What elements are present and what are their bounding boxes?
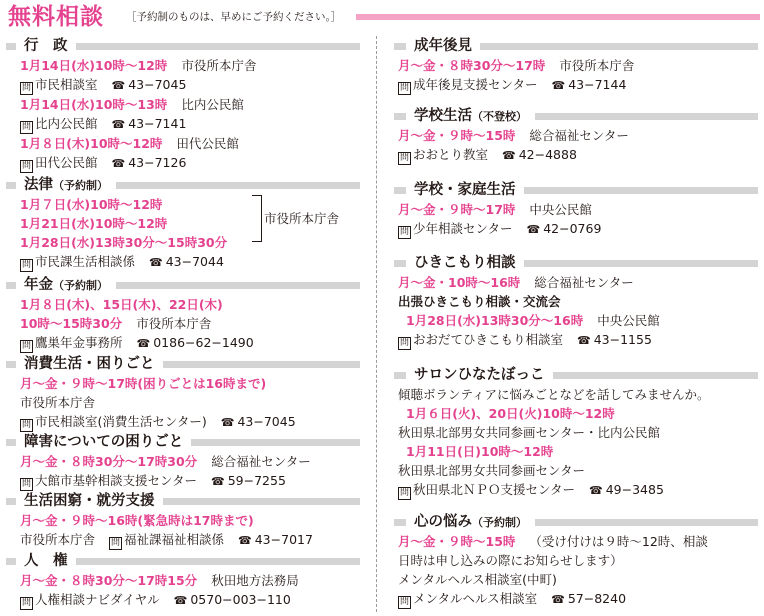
venue: 田代公民館	[176, 136, 239, 151]
phone-number: 0186−62−1490	[153, 335, 254, 350]
schedule-date: 1月８日(木)、15日(木)、22日(木)	[20, 297, 223, 312]
phone-number: 43−7141	[128, 116, 187, 131]
contact-name: 大館市基幹相談支援センター	[35, 473, 198, 488]
contact-name: 少年相談センター	[413, 221, 513, 236]
section-heading: 行 政	[6, 36, 360, 56]
venue: 比内公民館	[181, 97, 244, 112]
phone-number: 59−7255	[227, 473, 286, 488]
contact-name: 田代公民館	[35, 155, 98, 170]
venue: 総合福祉センター	[529, 128, 629, 143]
section-heading: 法律（予約制）	[6, 175, 360, 195]
venue: 市役所本庁舎	[264, 211, 340, 226]
column-divider	[376, 36, 377, 612]
section-shogai	[6, 432, 360, 491]
contact-icon: 問	[21, 161, 31, 171]
contact-name: おおとり教室	[413, 147, 489, 162]
schedule-date: 1月14日(水)10時〜13時	[20, 97, 168, 112]
phone-icon: ☎	[111, 118, 126, 131]
venue: 秋田地方法務局	[211, 573, 299, 588]
section-heading: 成年後見	[394, 36, 758, 56]
contact-icon: 問	[21, 122, 31, 132]
section-nenkin	[6, 275, 360, 353]
contact-name: 市民相談室	[35, 77, 98, 92]
venue: 秋田県北部男女共同参画センター	[398, 463, 586, 478]
section-kokoro-no-nayami	[394, 512, 758, 609]
contact-icon: 問	[21, 83, 31, 93]
contact-name: 福祉課福祉相談係	[124, 532, 225, 547]
schedule-date: 1月21日(水)10時〜12時	[20, 216, 168, 231]
schedule-date: 1月14日(水)10時〜12時	[20, 58, 168, 73]
phone-icon: ☎	[589, 484, 603, 497]
phone-number: 57−8240	[567, 591, 627, 606]
contact-icon: 問	[399, 153, 409, 163]
contact-name: 市民相談室(消費生活センター)	[35, 414, 207, 429]
schedule-date: 1月28日(水)13時30分〜16時	[406, 313, 584, 328]
phone-icon: ☎	[149, 256, 163, 269]
venue: 市役所本庁舎	[559, 58, 635, 73]
contact-icon: 問	[21, 479, 31, 489]
phone-icon: ☎	[211, 475, 225, 488]
section-shohi	[6, 354, 360, 432]
schedule-date: 1月11日(日)10時〜12時	[406, 444, 554, 459]
phone-icon: ☎	[551, 593, 565, 606]
section-heading: 障害についての困りごと	[6, 432, 360, 452]
venue: 中央公民館	[597, 313, 660, 328]
venue: 市役所本庁舎	[20, 395, 96, 410]
schedule-time: 月〜金・９時〜17時(困りごとは16時まで)	[20, 376, 267, 391]
section-seikatsu	[6, 491, 360, 550]
contact-name: おおだてひきこもり相談室	[413, 332, 564, 347]
section-gakko-seikatsu	[394, 106, 758, 165]
section-horitsu	[6, 175, 360, 272]
section-hikikomori	[394, 253, 758, 350]
contact-icon: 問	[111, 538, 121, 548]
venue: 秋田県北部男女共同参画センター・比内公民館	[398, 425, 661, 440]
phone-icon: ☎	[526, 223, 541, 236]
schedule-time: 月〜金・８時30分〜17時15分	[20, 573, 198, 588]
salon-intro: 傾聴ボランティアに悩みごとなどを話してみませんか。	[398, 387, 710, 402]
schedule-time: 月〜金・８時30分〜17時	[398, 58, 546, 73]
section-salon-hinatabokko	[394, 365, 758, 500]
venue: 市役所本庁舎	[20, 532, 96, 547]
contact-name: 人権相談ナビダイヤル	[35, 592, 160, 607]
section-heading: 生活困窮・就労支援	[6, 491, 360, 511]
contact-name: メンタルヘルス相談室	[413, 591, 538, 606]
phone-icon: ☎	[502, 149, 516, 162]
phone-number: 43−7044	[165, 254, 224, 269]
schedule-time: 月〜金・９時〜15時	[398, 534, 516, 549]
schedule-time: 10時〜15時30分	[20, 316, 123, 331]
contact-icon: 問	[399, 338, 409, 348]
schedule-date: 1月８日(木)10時〜12時	[20, 136, 163, 151]
section-katei-seikatsu	[394, 180, 758, 239]
contact-icon: 問	[399, 83, 409, 93]
venue: 総合福祉センター	[211, 454, 311, 469]
contact-name: 成年後見支援センター	[413, 77, 538, 92]
schedule-time: 月〜金・８時30分〜17時30分	[20, 454, 198, 469]
phone-icon: ☎	[136, 337, 151, 350]
phone-number: 42−4888	[518, 147, 577, 162]
schedule-time: 月〜金・10時〜16時	[398, 275, 521, 290]
page-header	[4, 2, 760, 32]
contact-name: 鷹巣年金事務所	[35, 335, 123, 350]
venue: 総合福祉センター	[534, 275, 634, 290]
contact-name: 市民課生活相談係	[35, 254, 136, 269]
phone-icon: ☎	[551, 79, 566, 92]
schedule-date: 1月６日(火)、20日(火)10時〜12時	[406, 406, 615, 421]
title-decoration-bar	[356, 14, 760, 20]
phone-icon: ☎	[173, 594, 188, 607]
section-seinen-kouken	[394, 36, 758, 95]
section-heading: 年金（予約制）	[6, 275, 360, 295]
schedule-date: 1月７日(水)10時〜12時	[20, 197, 163, 212]
schedule-time: 月〜金・９時〜17時	[398, 202, 516, 217]
reception-note: （受け付けは９時〜12時、相談	[529, 534, 708, 549]
contact-icon: 問	[399, 488, 409, 498]
phone-number: 43−7045	[237, 414, 296, 429]
contact-icon: 問	[21, 420, 31, 430]
section-heading: ひきこもり相談	[394, 253, 758, 273]
contact-icon: 問	[21, 598, 31, 608]
section-heading: サロンひなたぼっこ	[394, 365, 758, 385]
phone-icon: ☎	[111, 79, 126, 92]
schedule-time: 月〜金・９時〜15時	[398, 128, 516, 143]
outreach-event-title: 出張ひきこもり相談・交流会	[398, 294, 561, 309]
venue: 市役所本庁舎	[136, 316, 212, 331]
phone-icon: ☎	[238, 534, 252, 547]
schedule-date: 1月28日(水)13時30分〜15時30分	[20, 235, 228, 250]
phone-number: 43−1155	[593, 332, 652, 347]
section-gyosei	[6, 36, 360, 173]
phone-number: 43−7144	[568, 77, 627, 92]
venue: 市役所本庁舎	[181, 58, 257, 73]
page-title: 無料相談	[8, 4, 104, 30]
date-group-bracket	[252, 195, 262, 242]
contact-icon: 問	[21, 260, 31, 270]
phone-number: 42−0769	[543, 221, 602, 236]
phone-icon: ☎	[220, 416, 235, 429]
section-heading: 消費生活・困りごと	[6, 354, 360, 374]
venue: 中央公民館	[529, 202, 592, 217]
contact-name: 秋田県北ＮＰＯ支援センター	[413, 482, 576, 497]
phone-number: 0570−003−110	[190, 592, 291, 607]
phone-number: 43−7045	[128, 77, 187, 92]
contact-icon: 問	[21, 341, 31, 351]
phone-icon: ☎	[577, 334, 591, 347]
reservation-note: ［予約制のものは、早めにご予約ください。］	[126, 11, 342, 23]
section-heading: 心の悩み（予約制）	[394, 512, 758, 532]
phone-number: 49−3485	[605, 482, 664, 497]
contact-icon: 問	[399, 597, 409, 607]
contact-icon: 問	[399, 227, 409, 237]
phone-icon: ☎	[111, 157, 126, 170]
contact-name: 比内公民館	[35, 116, 98, 131]
venue: メンタルヘルス相談室(中町)	[398, 572, 557, 587]
reception-note: 日時は申し込みの際にお知らせします）	[398, 553, 623, 568]
section-heading: 学校生活（不登校）	[394, 106, 758, 126]
phone-number: 43−7126	[128, 155, 187, 170]
section-heading: 学校・家庭生活	[394, 180, 758, 200]
section-jinken	[6, 551, 360, 610]
section-heading: 人 権	[6, 551, 360, 571]
phone-number: 43−7017	[254, 532, 313, 547]
schedule-time: 月〜金・９時〜16時(緊急時は17時まで)	[20, 513, 254, 528]
